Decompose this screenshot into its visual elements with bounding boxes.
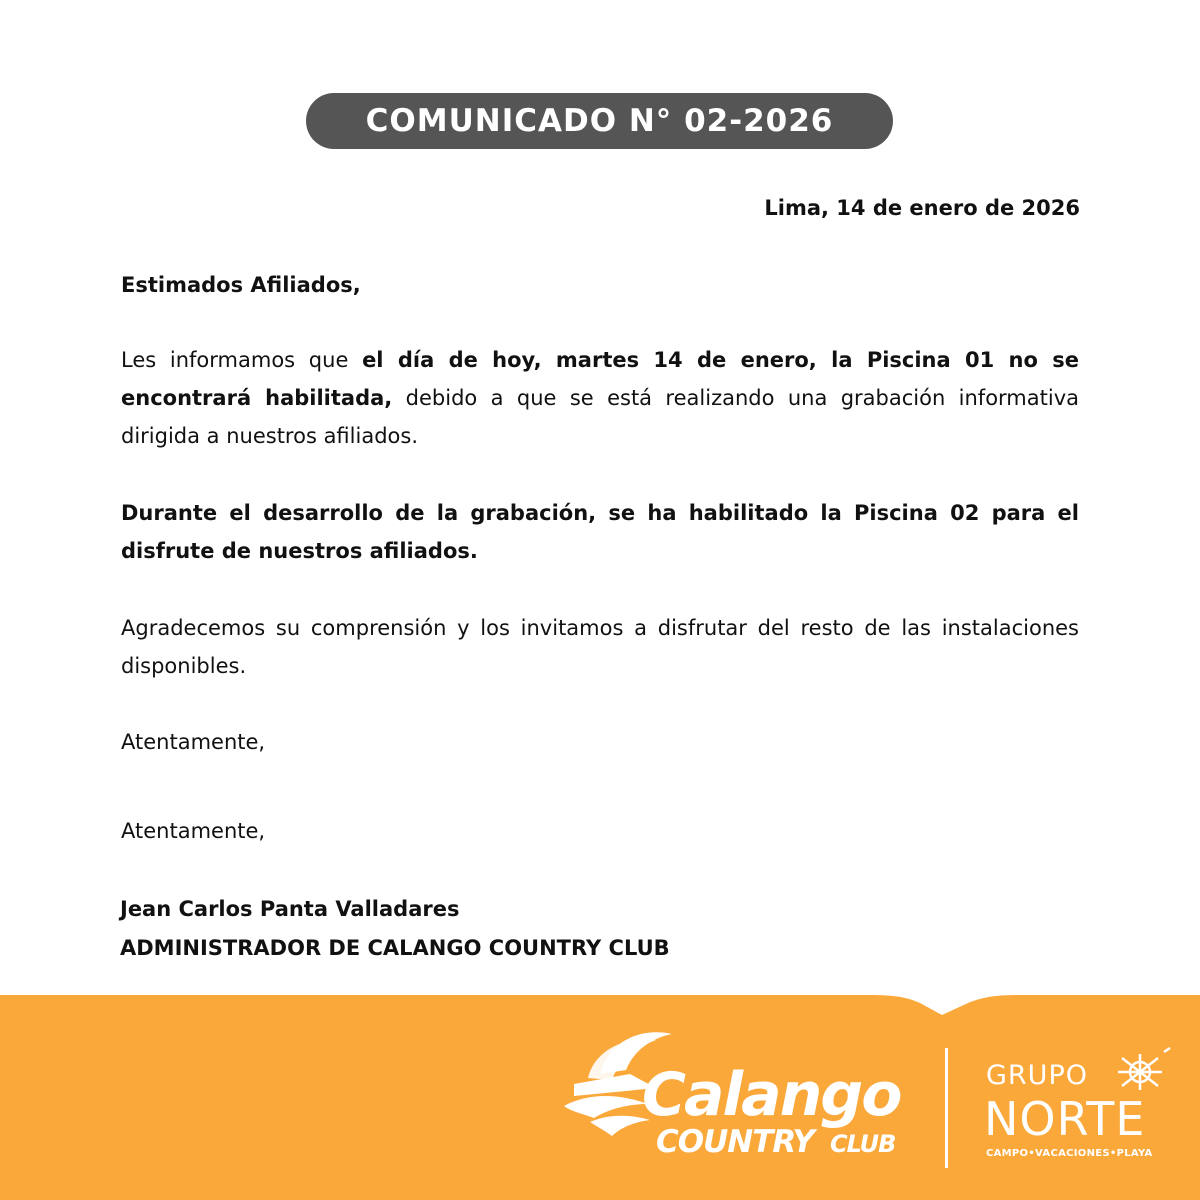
paragraph-2: Durante el desarrollo de la grabación, se ha habilitado la Piscina 02 para el disfrute de nuestros afiliados. xyxy=(121,501,1079,563)
title-pill xyxy=(306,93,893,149)
greeting: Estimados Afiliados, xyxy=(121,273,361,297)
logo-calango-text: Calango xyxy=(642,1060,901,1130)
signature-name: Jean Carlos Panta Valladares xyxy=(120,897,460,921)
closing-1: Atentamente, xyxy=(121,730,266,754)
signature-role: ADMINISTRADOR DE CALANGO COUNTRY CLUB xyxy=(120,936,670,960)
grupo-text: GRUPO xyxy=(986,1060,1088,1091)
logo-divider xyxy=(945,1048,948,1168)
letter-date: Lima, 14 de enero de 2026 xyxy=(764,196,1080,220)
logo-club-text: CLUB xyxy=(830,1130,896,1158)
calango-country-club-logo xyxy=(560,1022,920,1172)
paragraph-1-intro: Les informamos que xyxy=(121,348,363,372)
logo-country-text: COUNTRY xyxy=(656,1124,814,1160)
paragraph-1-rest: debido a que se está realizando una grabación informativa dirigida a nuestros afiliados. xyxy=(121,386,1079,448)
paragraph-1 xyxy=(121,341,1079,455)
paragraph-3: Agradecemos su comprensión y los invitamos a disfrutar del resto de las instalaciones disponibles. xyxy=(121,616,1079,678)
tagline-text: CAMPO•VACACIONES•PLAYA xyxy=(986,1148,1153,1159)
compass-rose-icon xyxy=(1114,1046,1174,1092)
page-title: COMUNICADO N° 02-2026 xyxy=(365,103,834,139)
paragraph-1-bold: el día de hoy, martes 14 de enero, la Piscina 01 no se encontrará habilitada, xyxy=(121,348,1080,410)
closing-2: Atentamente, xyxy=(121,819,266,843)
norte-text: NORTE xyxy=(984,1092,1146,1146)
